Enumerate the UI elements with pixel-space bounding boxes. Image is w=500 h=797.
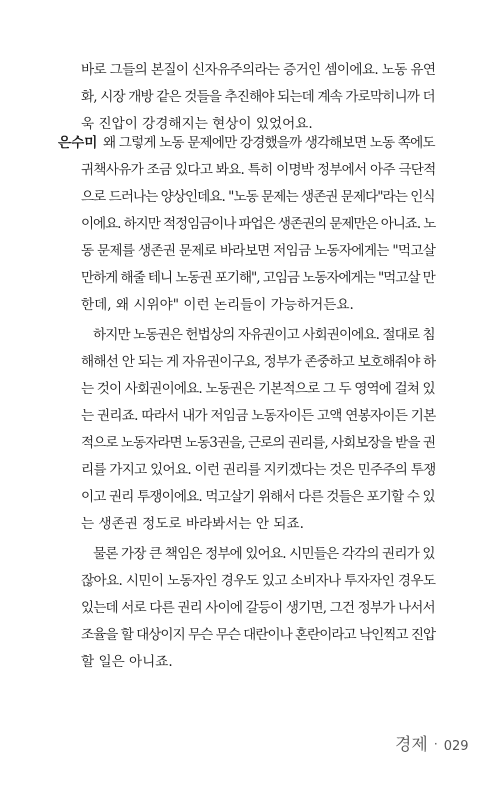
- text-line: 물론 가장 큰 책임은 정부에 있어요. 시민들은 각각의 권리가 있: [93, 546, 435, 562]
- speaker-name: 은수미: [58, 135, 98, 151]
- text-line: 귀책사유가 조금 있다고 봐요. 특히 이명박 정부에서 아주 극단적: [81, 162, 436, 178]
- page-footer: [395, 730, 469, 755]
- text-line: 는 권리죠. 따라서 내가 저임금 노동자이든 고액 연봉자이든 기본: [81, 408, 436, 424]
- text-line: 동 문제를 생존권 문제로 바라보면 저임금 노동자에게는 "먹고살: [81, 243, 436, 259]
- text-line: 욱 진압이 강경해지는 현상이 있었어요.: [81, 116, 313, 132]
- text-line: 리를 가지고 있어요. 이런 권리를 지키겠다는 것은 민주주의 투쟁: [81, 462, 436, 478]
- text-line: 잖아요. 시민이 노동자인 경우도 있고 소비자나 투자자인 경우도: [81, 573, 436, 589]
- text-line: 하지만 노동권은 헌법상의 자유권이고 사회권이에요. 절대로 침: [93, 327, 435, 343]
- text-line: 왜 그렇게 노동 문제에만 강경했을까 생각해보면 노동 쪽에도: [103, 135, 435, 151]
- text-line: 바로 그들의 본질이 신자유주의라는 증거인 셈이에요. 노동 유연: [81, 62, 436, 78]
- text-line: 한데, 왜 시위야" 이런 논리들이 가능하거든요.: [81, 297, 354, 313]
- text-line: 이에요. 하지만 적정임금이나 파업은 생존권의 문제만은 아니죠. 노: [81, 216, 436, 232]
- text-line: 해해선 안 되는 게 자유권이구요, 정부가 존중하고 보호해줘야 하: [81, 354, 436, 370]
- text-line: 화, 시장 개방 같은 것들을 추진해야 되는데 계속 가로막히니까 더: [81, 89, 435, 105]
- section-title: 경제: [395, 735, 428, 755]
- text-line: 조율을 할 대상이지 무슨 무슨 대란이나 혼란이라고 낙인찍고 진압: [81, 627, 436, 643]
- text-line: 있는데 서로 다른 권리 사이에 갈등이 생기면, 그건 정부가 나서서: [81, 600, 435, 616]
- text-line: 는 것이 사회권이에요. 노동권은 기본적으로 그 두 영역에 걸쳐 있: [81, 381, 435, 397]
- text-line: 적으로 노동자라면 노동3권을, 근로의 권리를, 사회보장을 받을 권: [81, 435, 436, 451]
- text-line: 할 일은 아니죠.: [81, 654, 173, 670]
- separator-dot: ·: [433, 737, 438, 751]
- text-line: 만하게 해줄 테니 노동권 포기해", 고임금 노동자에게는 "먹고살 만: [81, 270, 435, 286]
- page-number: 029: [443, 739, 469, 754]
- text-line: 이고 권리 투쟁이에요. 먹고살기 위해서 다른 것들은 포기할 수 있: [81, 489, 435, 505]
- text-line: 는 생존권 정도로 바라봐서는 안 되죠.: [81, 516, 304, 532]
- text-line: 으로 드러나는 양상인데요. "노동 문제는 생존권 문제다"라는 인식: [81, 189, 435, 205]
